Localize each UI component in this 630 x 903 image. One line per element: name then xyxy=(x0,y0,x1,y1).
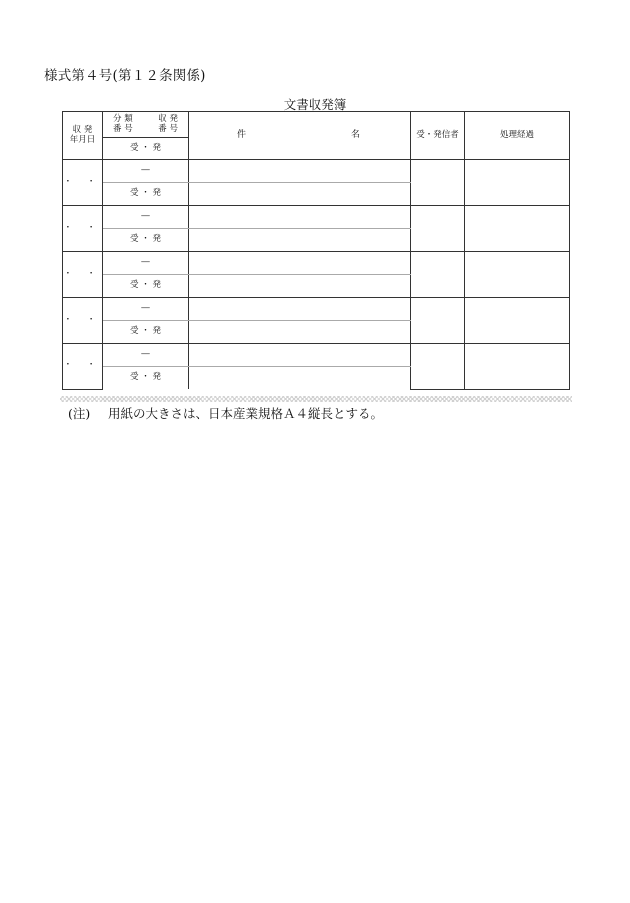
header-direction: 受 ・ 発 xyxy=(103,138,189,160)
footnote-text: 用紙の大きさは、日本産業規格Ａ４縦長とする。 xyxy=(108,406,384,421)
form-number-label: 様式第４号(第１２条関係) xyxy=(44,68,206,84)
ledger-table xyxy=(62,111,570,390)
row-party[interactable] xyxy=(411,160,465,206)
header-class-number-top: 分 類 xyxy=(113,113,133,124)
row-subject-line1[interactable] xyxy=(189,298,411,321)
row-direction[interactable]: 受 ・ 発 xyxy=(103,275,189,298)
header-date-line1: 収 発 xyxy=(72,124,93,135)
torn-edge-divider xyxy=(60,396,572,402)
row-subject-line1[interactable] xyxy=(189,252,411,275)
row-party[interactable] xyxy=(411,252,465,298)
row-party[interactable] xyxy=(411,206,465,252)
row-direction[interactable]: 受 ・ 発 xyxy=(103,321,189,344)
header-process: 処理経過 xyxy=(465,112,570,160)
row-process[interactable] xyxy=(465,206,570,252)
row-date[interactable]: ・ ・ xyxy=(63,206,103,252)
row-subject-line2[interactable] xyxy=(189,321,411,344)
row-subject-line2[interactable] xyxy=(189,229,411,252)
row-direction[interactable]: 受 ・ 発 xyxy=(103,229,189,252)
row-subject-line2[interactable] xyxy=(189,367,411,390)
row-process[interactable] xyxy=(465,252,570,298)
row-process[interactable] xyxy=(465,298,570,344)
header-subject xyxy=(189,112,411,160)
row-number[interactable]: ― xyxy=(103,344,189,367)
row-number[interactable]: ― xyxy=(103,252,189,275)
row-number[interactable]: ― xyxy=(103,160,189,183)
row-process[interactable] xyxy=(465,344,570,390)
row-subject-line2[interactable] xyxy=(189,183,411,206)
footnote xyxy=(68,404,383,422)
footnote-mark: (注) xyxy=(68,406,91,421)
header-receive-number-bottom: 番 号 xyxy=(158,123,178,134)
row-direction[interactable]: 受 ・ 発 xyxy=(103,367,189,390)
row-date[interactable]: ・ ・ xyxy=(63,160,103,206)
row-subject-line1[interactable] xyxy=(189,160,411,183)
row-subject-line2[interactable] xyxy=(189,275,411,298)
row-date[interactable]: ・ ・ xyxy=(63,298,103,344)
header-date-line2: 年月日 xyxy=(69,134,96,145)
document-title: 文書収発簿 xyxy=(283,97,347,112)
row-date[interactable]: ・ ・ xyxy=(63,344,103,390)
row-number[interactable]: ― xyxy=(103,206,189,229)
row-number[interactable]: ― xyxy=(103,298,189,321)
row-process[interactable] xyxy=(465,160,570,206)
header-number xyxy=(103,112,189,138)
row-subject-line1[interactable] xyxy=(189,344,411,367)
row-party[interactable] xyxy=(411,344,465,390)
header-receive-number-top: 収 発 xyxy=(158,113,178,124)
row-date[interactable]: ・ ・ xyxy=(63,252,103,298)
header-class-number-bottom: 番 号 xyxy=(113,123,133,134)
row-party[interactable] xyxy=(411,298,465,344)
row-direction[interactable]: 受 ・ 発 xyxy=(103,183,189,206)
header-subject-right: 名 xyxy=(350,130,360,141)
header-party: 受・発信者 xyxy=(411,112,465,160)
header-subject-left: 件 xyxy=(237,130,247,141)
row-subject-line1[interactable] xyxy=(189,206,411,229)
header-date xyxy=(63,112,103,160)
